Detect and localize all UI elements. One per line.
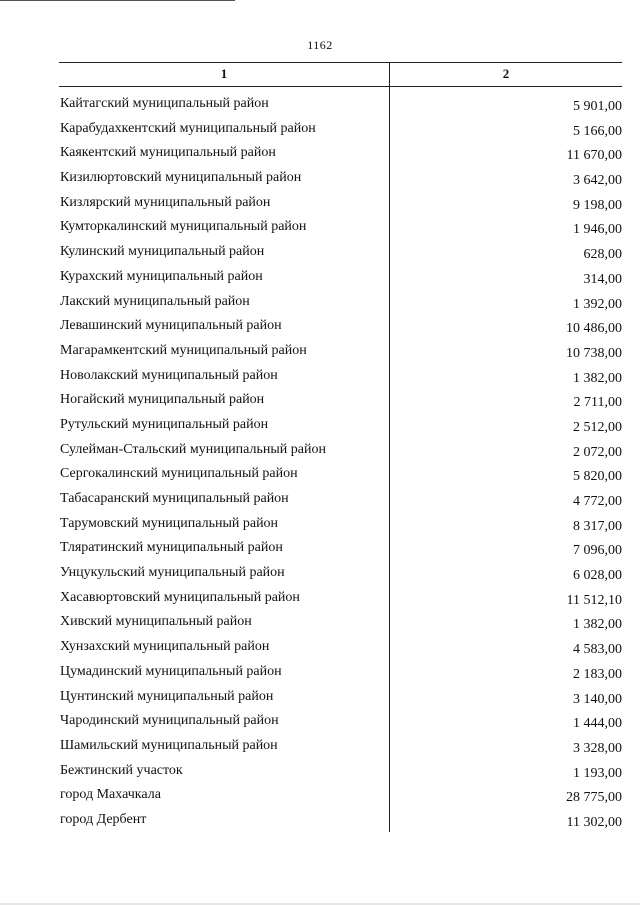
amount-cell: 1 946,00 xyxy=(573,222,622,238)
amount-cell: 5 901,00 xyxy=(573,99,622,114)
region-name-cell: Хасавюртовский муниципальный район xyxy=(60,589,300,605)
amount-cell: 4 772,00 xyxy=(573,494,622,509)
amount-cell: 2 072,00 xyxy=(573,444,622,460)
region-name-cell: Сулейман-Стальский муниципальный район xyxy=(60,441,326,457)
region-name-cell: Бежтинский участок xyxy=(60,762,183,778)
table-row xyxy=(59,738,622,763)
region-name-cell: Хунзахский муниципальный район xyxy=(60,639,270,655)
table-row xyxy=(59,466,622,491)
table-row xyxy=(59,343,622,368)
region-name-cell: Шамильский муниципальный район xyxy=(60,737,278,753)
region-name-cell: Цунтинский муниципальный район xyxy=(60,688,274,704)
table-row xyxy=(59,368,622,393)
amount-cell: 11 512,10 xyxy=(566,592,622,608)
amount-cell: 2 711,00 xyxy=(573,395,622,411)
table-row xyxy=(59,318,622,343)
amount-cell: 1 193,00 xyxy=(573,765,622,781)
table-row xyxy=(59,763,622,788)
amount-cell: 8 317,00 xyxy=(573,518,622,534)
table-row xyxy=(59,812,622,837)
table-row xyxy=(59,565,622,590)
amount-cell: 1 392,00 xyxy=(573,296,622,312)
region-name-cell: Чародинский муниципальный район xyxy=(60,713,279,729)
region-name-cell: Ногайский муниципальный район xyxy=(60,392,265,408)
amount-cell: 10 738,00 xyxy=(566,345,622,361)
table-row xyxy=(59,170,622,195)
column-header-2: 2 xyxy=(502,66,510,81)
table-row xyxy=(59,417,622,442)
table-row xyxy=(59,639,622,664)
amount-cell: 1 444,00 xyxy=(573,716,622,732)
table-row xyxy=(59,145,622,170)
region-name-cell: Кумторкалинский муниципальный район xyxy=(60,219,307,235)
amount-cell: 3 328,00 xyxy=(573,740,622,756)
region-name-cell: Тарумовский муниципальный район xyxy=(60,515,279,531)
region-name-cell: Магарамкентский муниципальный район xyxy=(60,342,307,358)
table-row xyxy=(59,590,622,615)
table-row xyxy=(59,664,622,689)
table-row xyxy=(59,516,622,541)
table-body xyxy=(59,96,622,837)
region-name-cell: город Махачкала xyxy=(60,787,161,803)
region-name-cell: Цумадинский муниципальный район xyxy=(60,663,282,679)
region-name-cell: Новолакский муниципальный район xyxy=(60,367,278,383)
table-row xyxy=(59,540,622,565)
region-name-cell: Каякентский муниципальный район xyxy=(60,145,276,161)
table-row xyxy=(59,269,622,294)
table-row xyxy=(59,689,622,714)
table-row xyxy=(59,195,622,220)
region-name-cell: Рутульский муниципальный район xyxy=(60,416,269,432)
table-row xyxy=(59,713,622,738)
amount-cell: 1 382,00 xyxy=(573,617,622,633)
amount-cell: 10 486,00 xyxy=(566,321,622,337)
header-bottom-rule xyxy=(59,86,622,87)
amount-cell: 5 820,00 xyxy=(573,469,622,485)
table-row xyxy=(59,442,622,467)
amount-cell: 4 583,00 xyxy=(573,642,622,658)
amount-cell: 3 642,00 xyxy=(573,173,622,189)
region-name-cell: Тляратинский муниципальный район xyxy=(60,540,283,556)
amount-cell: 9 198,00 xyxy=(573,197,622,213)
region-name-cell: Левашинский муниципальный район xyxy=(60,318,282,334)
table-row xyxy=(59,787,622,812)
region-name-cell: Кизлярский муниципальный район xyxy=(60,194,271,210)
table-top-rule xyxy=(59,62,622,63)
amount-cell: 314,00 xyxy=(583,271,622,287)
region-name-cell: Кизилюртовский муниципальный район xyxy=(60,170,302,186)
table-row xyxy=(59,96,622,121)
amount-cell: 628,00 xyxy=(583,247,622,263)
table-row xyxy=(59,392,622,417)
region-name-cell: Сергокалинский муниципальный район xyxy=(60,466,298,482)
amount-cell: 2 183,00 xyxy=(573,666,622,682)
amount-cell: 28 775,00 xyxy=(566,790,622,806)
column-header-1: 1 xyxy=(220,66,228,81)
amount-cell: 5 166,00 xyxy=(573,123,622,139)
amount-cell: 11 670,00 xyxy=(566,148,622,164)
table-row xyxy=(59,244,622,269)
amount-cell: 7 096,00 xyxy=(573,543,622,559)
region-name-cell: Табасаранский муниципальный район xyxy=(60,491,289,506)
region-name-cell: Хивский муниципальный район xyxy=(60,614,252,630)
amount-cell: 3 140,00 xyxy=(573,691,622,707)
region-name-cell: Унцукульский муниципальный район xyxy=(60,565,285,581)
amount-cell: 11 302,00 xyxy=(566,814,622,830)
amount-cell: 6 028,00 xyxy=(573,568,622,584)
region-name-cell: город Дербент xyxy=(60,811,147,827)
region-name-cell: Лакский муниципальный район xyxy=(60,293,250,309)
table-row xyxy=(59,491,622,516)
region-name-cell: Кайтагский муниципальный район xyxy=(60,96,269,111)
table-row xyxy=(59,219,622,244)
region-name-cell: Карабудахкентский муниципальный район xyxy=(60,120,316,136)
amount-cell: 1 382,00 xyxy=(573,370,622,386)
top-border-rule xyxy=(0,0,235,1)
region-name-cell: Кулинский муниципальный район xyxy=(60,244,265,260)
table-row xyxy=(59,294,622,319)
table-row xyxy=(59,614,622,639)
region-name-cell: Курахский муниципальный район xyxy=(60,268,263,284)
page-number: 1162 xyxy=(307,38,333,52)
table-row xyxy=(59,121,622,146)
amount-cell: 2 512,00 xyxy=(573,419,622,435)
